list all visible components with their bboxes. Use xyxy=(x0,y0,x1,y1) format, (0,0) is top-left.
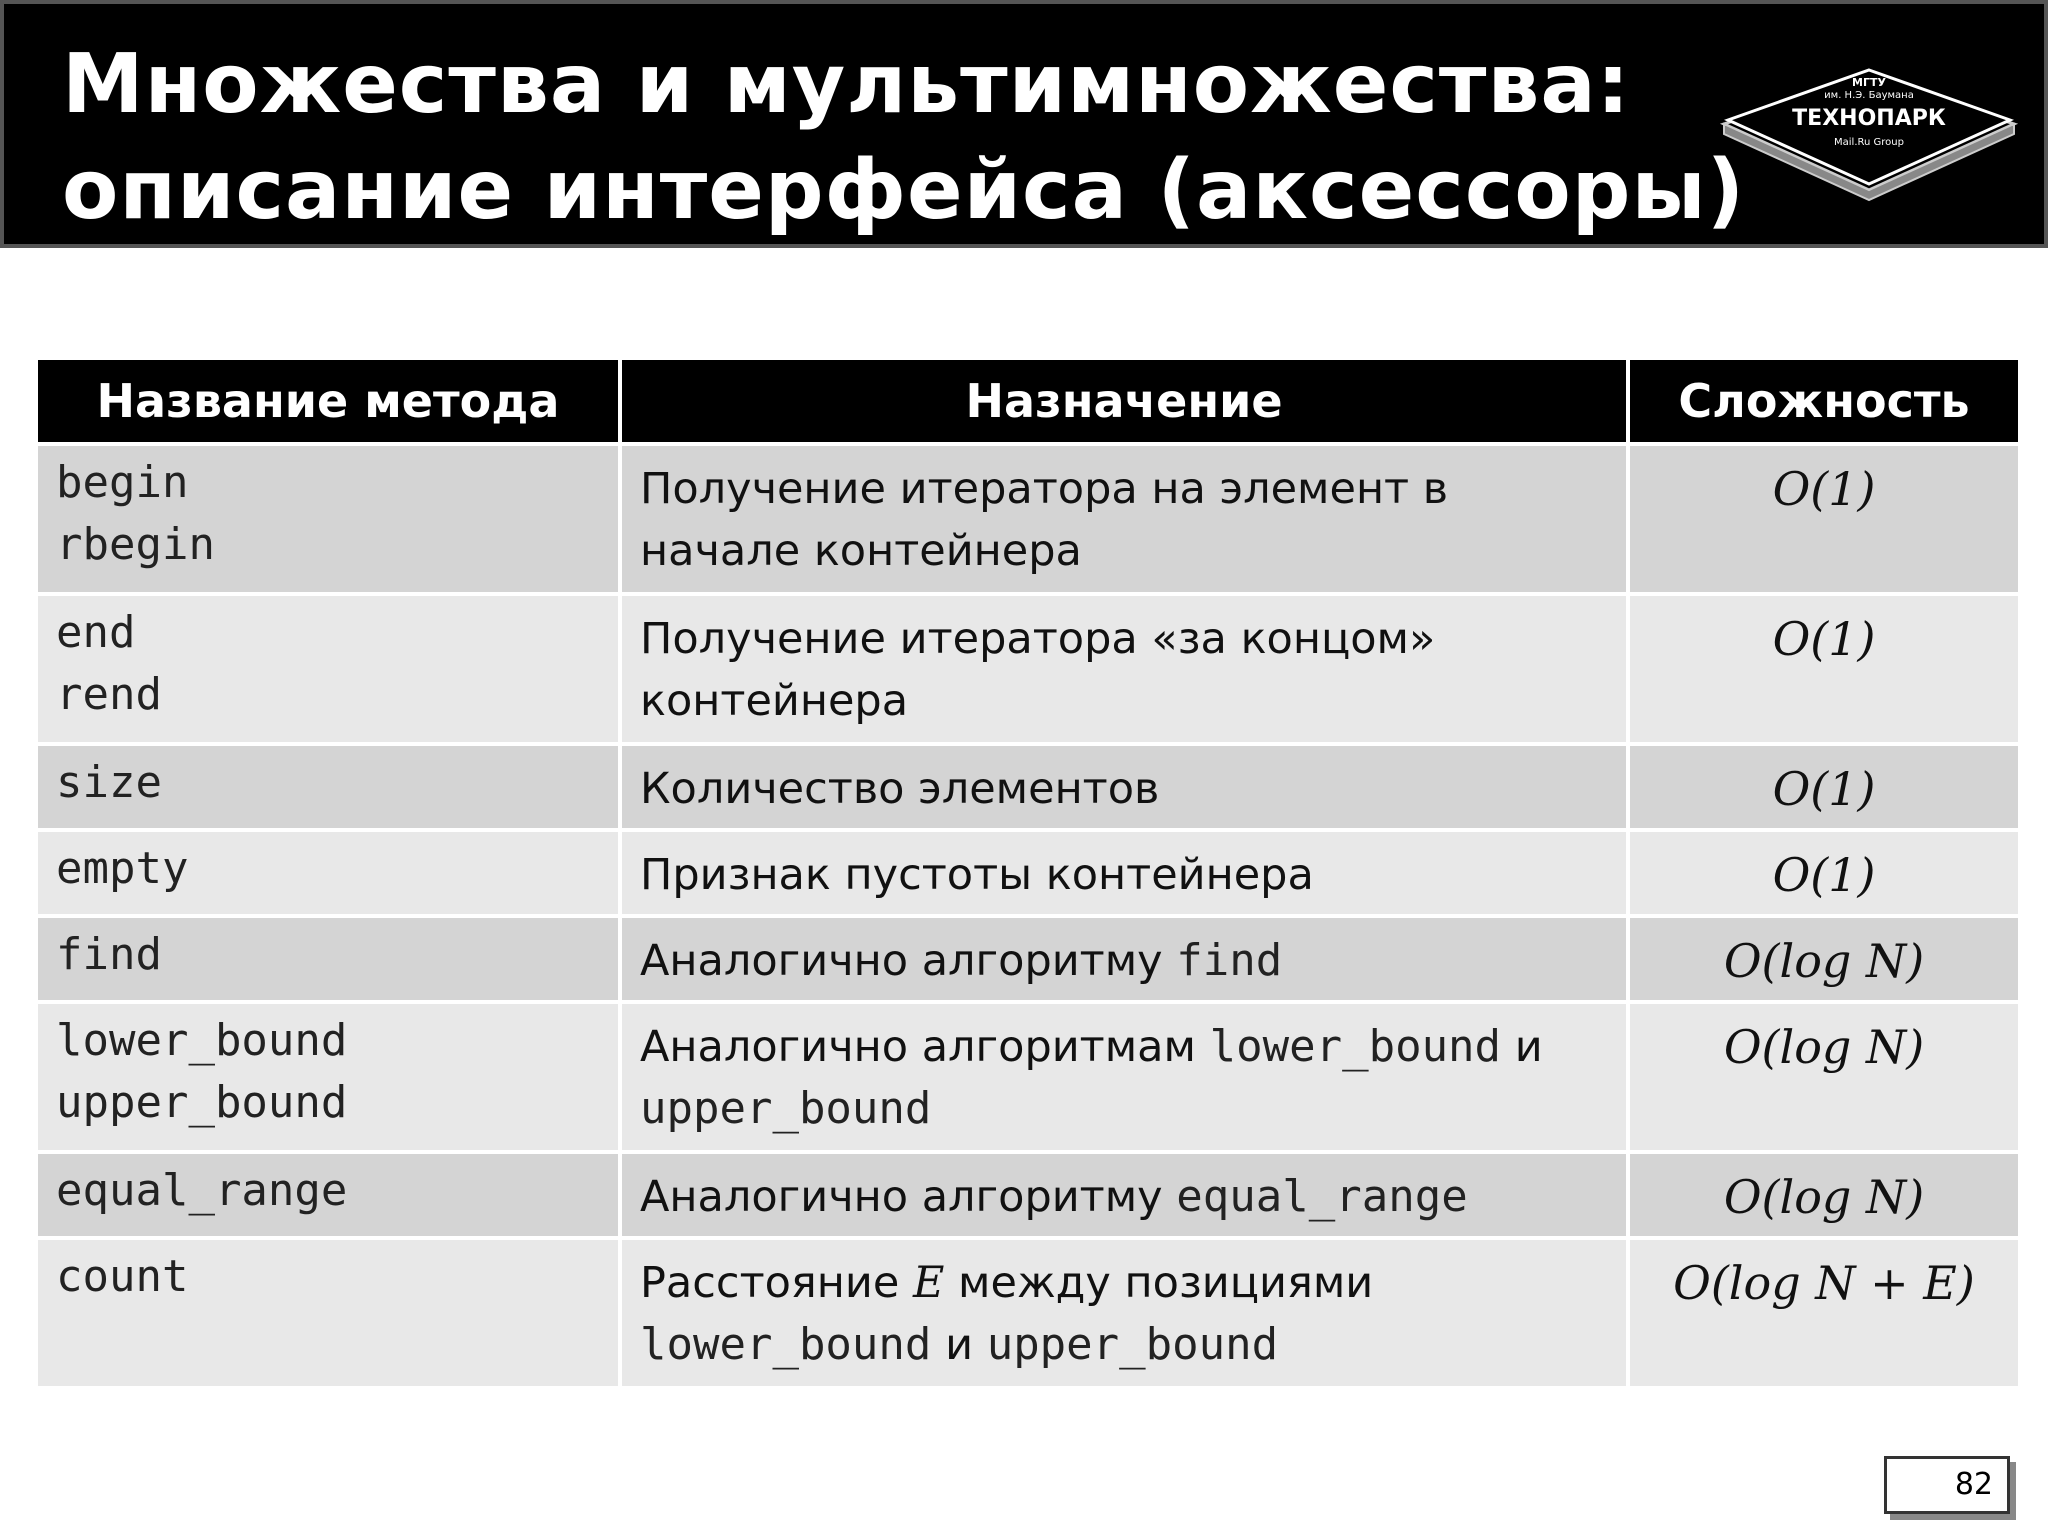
table-row xyxy=(38,832,2018,914)
method-name: rbegin xyxy=(56,519,215,570)
slide-header xyxy=(0,0,2048,248)
method-name-cell xyxy=(38,596,618,742)
method-name: find xyxy=(56,929,162,980)
method-name-cell xyxy=(38,1240,618,1386)
methods-table xyxy=(34,356,2022,1390)
purpose-cell: Признак пустоты контейнера xyxy=(622,832,1626,914)
purpose-variable: E xyxy=(912,1258,945,1308)
page-number: 82 xyxy=(1954,1467,1993,1502)
table-row xyxy=(38,918,2018,1000)
method-name-cell xyxy=(38,1004,618,1150)
method-name: size xyxy=(56,757,162,808)
complexity-cell: O(log N + E) xyxy=(1630,1240,2018,1386)
purpose-cell: Получение итератора «за концом» контейнера xyxy=(622,596,1626,742)
table-row xyxy=(38,746,2018,828)
complexity-cell: O(1) xyxy=(1630,832,2018,914)
purpose-code: lower_bound xyxy=(640,1319,932,1370)
method-name: lower_bound xyxy=(56,1015,348,1066)
table-row xyxy=(38,1240,2018,1386)
purpose-text: Расстояние xyxy=(640,1258,900,1308)
complexity-cell: O(log N) xyxy=(1630,1004,2018,1150)
purpose-code: upper_bound xyxy=(986,1319,1279,1370)
method-name-cell xyxy=(38,918,618,1000)
method-name-cell xyxy=(38,832,618,914)
method-name: begin xyxy=(56,457,189,508)
complexity-cell: O(log N) xyxy=(1630,918,2018,1000)
purpose-code: find xyxy=(1176,935,1283,986)
table-row xyxy=(38,446,2018,592)
table-header-row xyxy=(38,360,2018,442)
purpose-cell xyxy=(622,1004,1626,1150)
logo-mgtu-text: МГТУ xyxy=(1852,76,1886,89)
purpose-conjunction: и xyxy=(945,1320,974,1370)
method-name: upper_bound xyxy=(56,1077,348,1128)
table-row xyxy=(38,1154,2018,1236)
purpose-code: upper_bound xyxy=(640,1083,932,1134)
methods-table-container xyxy=(38,360,2018,1386)
purpose-text: между позициями xyxy=(958,1258,1374,1308)
method-name: count xyxy=(56,1251,189,1302)
purpose-text: Аналогично алгоритму xyxy=(640,1172,1163,1222)
table-row xyxy=(38,596,2018,742)
logo-technopark-text: ТЕХНОПАРК xyxy=(1792,106,1946,131)
logo-mailru-text: Mail.Ru Group xyxy=(1834,137,1904,148)
purpose-cell: Получение итератора на элемент в начале контейнера xyxy=(622,446,1626,592)
method-name-cell xyxy=(38,746,618,828)
purpose-text: Аналогично алгоритму xyxy=(640,936,1163,986)
column-header-method: Название метода xyxy=(38,360,618,442)
complexity-cell: O(log N) xyxy=(1630,1154,2018,1236)
complexity-cell: O(1) xyxy=(1630,596,2018,742)
purpose-cell xyxy=(622,1240,1626,1386)
page-title-line-1: Множества и мультимножества: xyxy=(62,37,1631,132)
page-title xyxy=(62,32,1746,244)
purpose-cell xyxy=(622,1154,1626,1236)
page-number-box xyxy=(1884,1456,2010,1514)
method-name-cell xyxy=(38,446,618,592)
method-name: equal_range xyxy=(56,1165,348,1216)
column-header-purpose: Назначение xyxy=(622,360,1626,442)
method-name: rend xyxy=(56,669,162,720)
column-header-complexity: Сложность xyxy=(1630,360,2018,442)
purpose-conjunction: и xyxy=(1514,1022,1543,1072)
method-name: end xyxy=(56,607,136,658)
complexity-cell: O(1) xyxy=(1630,746,2018,828)
logo-bauman-text: им. Н.Э. Баумана xyxy=(1824,90,1914,101)
purpose-text: Аналогично алгоритмам xyxy=(640,1022,1196,1072)
technopark-logo xyxy=(1714,62,2024,202)
method-name: empty xyxy=(56,843,189,894)
table-row xyxy=(38,1004,2018,1150)
purpose-cell: Количество элементов xyxy=(622,746,1626,828)
purpose-code: lower_bound xyxy=(1209,1021,1502,1072)
page-title-line-2: описание интерфейса (аксессоры) xyxy=(62,143,1746,238)
purpose-cell xyxy=(622,918,1626,1000)
purpose-code: equal_range xyxy=(1176,1171,1468,1222)
method-name-cell xyxy=(38,1154,618,1236)
complexity-cell: O(1) xyxy=(1630,446,2018,592)
